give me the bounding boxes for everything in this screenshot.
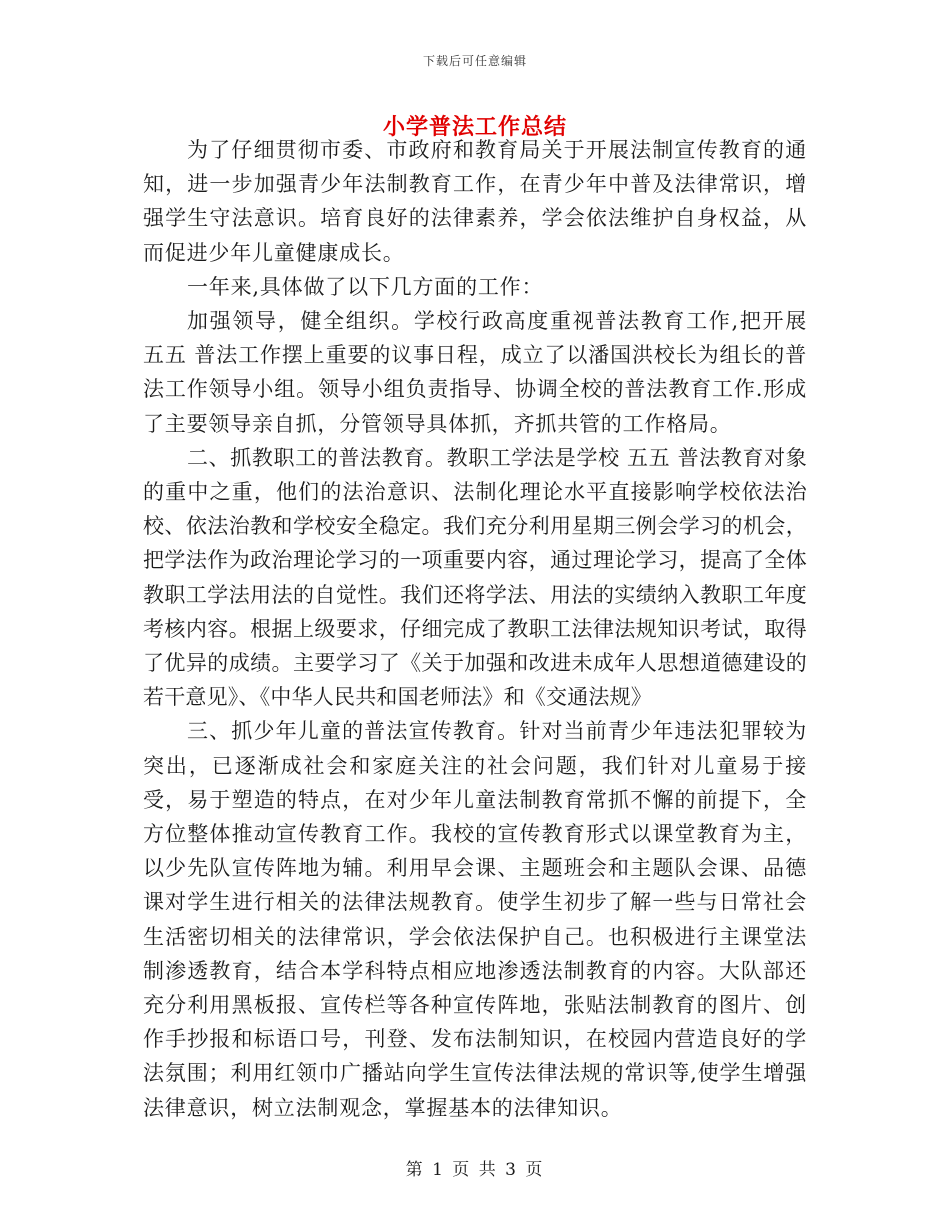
page-number: 第 1 页 共 3 页 <box>405 1160 545 1180</box>
paragraph-leadership: 加强领导，健全组织。学校行政高度重视普法教育工作,把开展 五五 普法工作摆上重要的议事日程，成立了以潘国洪校长为组长的普法工作领导小组。领导小组负责指导、协调全校的普法教育工作.形成了主要领导亲自抓，分管领导具体抓，齐抓共管的工作格局。 <box>143 309 807 436</box>
document-body <box>143 133 807 1125</box>
paragraph-intro: 为了仔细贯彻市委、市政府和教育局关于开展法制宣传教育的通知，进一步加强青少年法制教育工作，在青少年中普及法律常识，增强学生守法意识。培育良好的法律素养，学会依法维护自身权益，从而促进少年儿童健康成长。 <box>143 138 807 265</box>
paragraph-overview: 一年来,具体做了以下几方面的工作： <box>187 274 544 299</box>
paragraph-student-education: 三、抓少年儿童的普法宣传教育。针对当前青少年违法犯罪较为突出，已逐渐成社会和家庭关注的社会问题，我们针对儿童易于接受，易于塑造的特点，在对少年儿童法制教育常抓不懈的前提下，全方位整体推动宣传教育工作。我校的宣传教育形式以课堂教育为主，以少先队宣传阵地为辅。利用早会课、主题班会和主题队会课、品德课对学生进行相关的法律法规教育。使学生初步了解一些与日常社会生活密切相关的法律常识，学会依法保护自己。也积极进行主课堂法制渗透教育，结合本学科特点相应地渗透法制教育的内容。大队部还充分利用黑板报、宣传栏等各种宣传阵地，张贴法制教育的图片、创作手抄报和标语口号，刊登、发布法制知识，在校园内营造良好的学法氛围；利用红领巾广播站向学生宣传法律法规的常识等,使学生增强法律意识，树立法制观念，掌握基本的法律知识。 <box>143 719 807 1120</box>
header-note: 下载后可任意编辑 <box>422 54 527 68</box>
paragraph-staff-education: 二、抓教职工的普法教育。教职工学法是学校 五五 普法教育对象的重中之重，他们的法治意识、法制化理论水平直接影响学校依法治校、依法治教和学校安全稳定。我们充分利用星期三例会学习的机会，把学法作为政治理论学习的一项重要内容，通过理论学习，提高了全体教职工学法用法的自觉性。我们还将学法、用法的实绩纳入教职工年度考核内容。根据上级要求，仔细完成了教职工法律法规知识考试，取得了优异的成绩。主要学习了《关于加强和改进未成年人思想道德建设的若干意见》、《中华人民共和国老师法》和《交通法规》 <box>143 445 807 710</box>
document-title: 小学普法工作总结 <box>382 114 567 140</box>
